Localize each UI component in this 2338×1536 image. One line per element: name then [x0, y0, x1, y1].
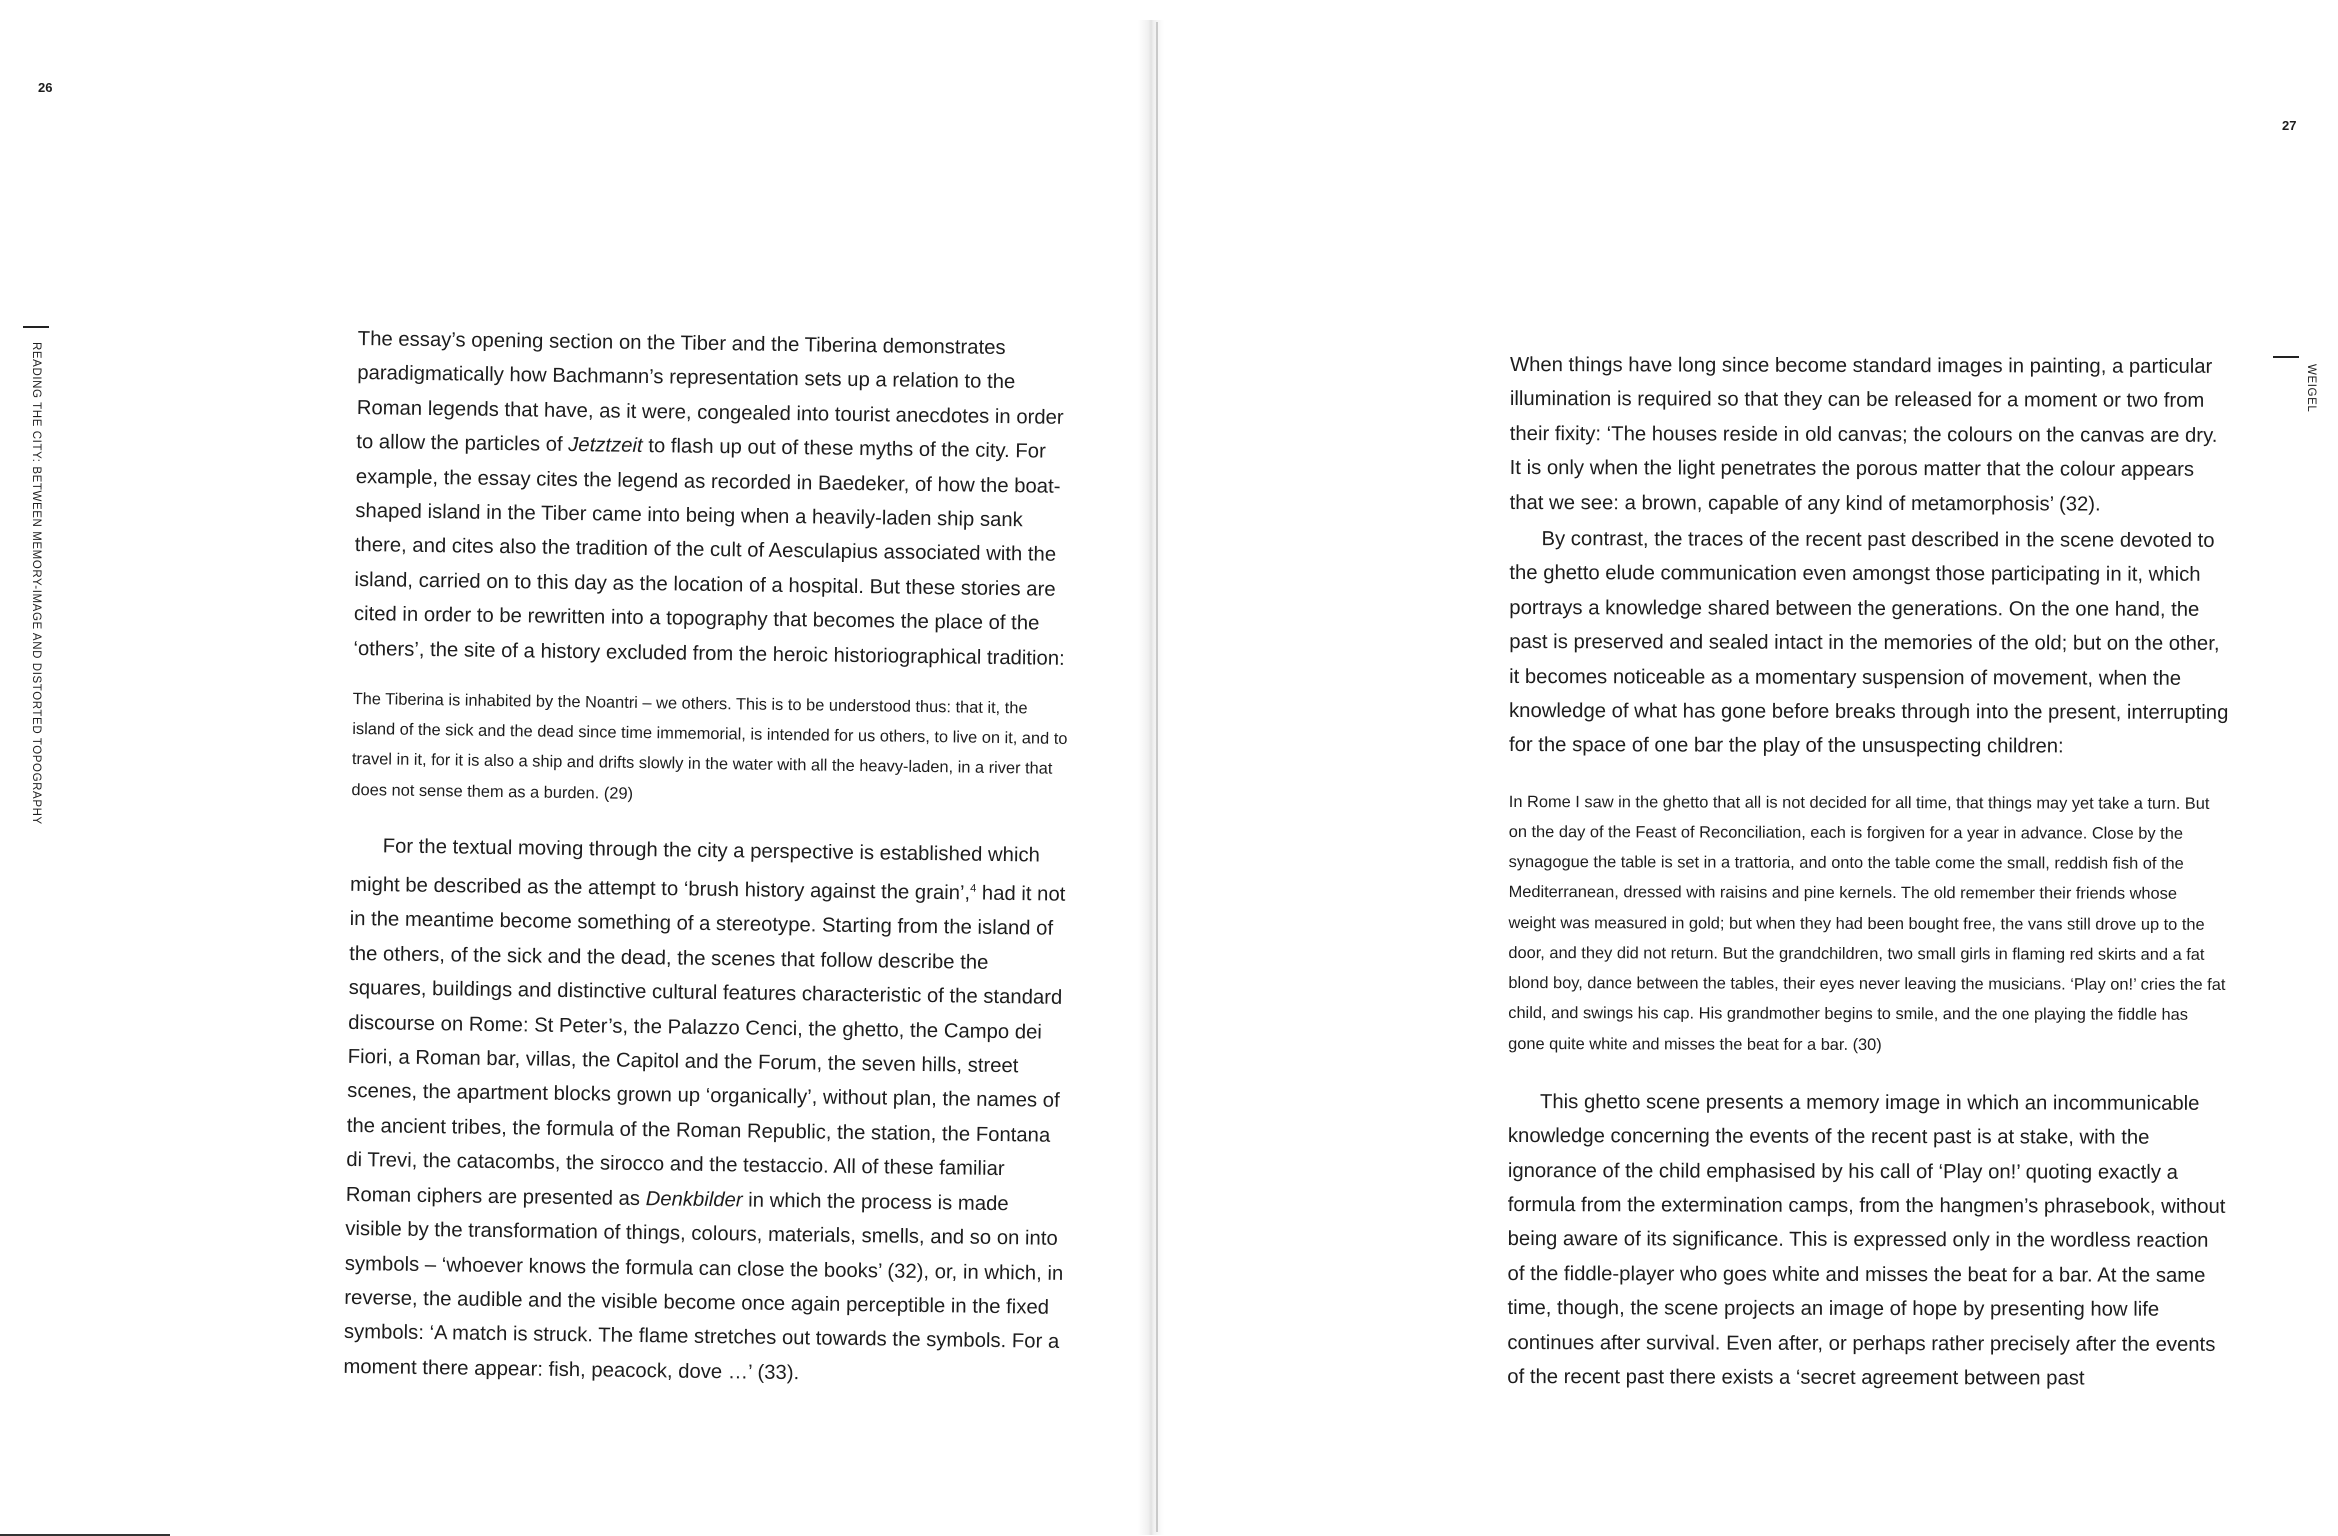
footnote-marker[interactable]: 4	[970, 882, 977, 895]
gutter-shadow-line	[1156, 22, 1158, 1532]
right-text-block	[1507, 348, 2230, 1396]
left-page	[0, 0, 1150, 1535]
block-quote: In Rome I saw in the ghetto that all is not decided for all time, that things may yet take a turn. But on the day of the Feast of Reconciliation, each is forgiven for a year in advance. Close by the synagogue the table is set in a trattoria, and onto the table come the small, reddish fish of the Mediterranean, dressed with raisins and pine kernels. The old remember their friends whose weight was measured in gold; but when they had been bought free, the vans still drove up to the door, and they did not return. But the grandchildren, two small girls in flaming red skirts and a fat blond boy, dance between the tables, their eyes never leaving the musicians. ‘Play on!’ cries the fat child, and swings his cap. His grandmother begins to smile, and the one playing the fiddle has gone quite white and misses the beat for a bar. (30)	[1508, 792, 2226, 1054]
page-number: 26	[38, 80, 53, 95]
paragraph-text: to flash up out of these myths of the city. For example, the essay cites the legend as recorded in Baedeker, of how the boat-shaped island in the Tiber came into being when a heavily-laden ship sank there, and cites also the tradition of the cult of Aesculapius associated with the island, carried on to this day as the location of a hospital. But these stories are cited in order to be rewritten into a topography that becomes the place of the ‘others’, the site of a history excluded from the heroic historiographical tradition:	[353, 435, 1065, 670]
body-paragraph: By contrast, the traces of the recent past described in the scene devoted to the ghetto elude communication even amongst those participating in it, which portrays a knowledge shared between the generations. On the one hand, the past is preserved and sealed intact in the memories of the old; but on the other, it becomes noticeable as a momentary suspension of movement, when the knowledge of what has gone before breaks through into the present, interrupting for the space of one bar the play of the unsuspecting children:	[1508, 528, 2229, 758]
left-text-block	[343, 322, 1078, 1394]
running-head: WEIGEL	[2305, 364, 2317, 413]
running-head-rule	[23, 326, 49, 328]
paragraph-text: in which the process is made visible by the transformation of things, colours, materials, smells, and so on into symbols – ‘whoever knows the formula can close the books’ (32), or, in which, in reverse, the audible and the visible become once again perceptible in the fixed symbols: ‘A match is struck. The flame stretches out towards the symbols. For a moment there appear: fish, peacock, dove …’ (33).	[343, 1189, 1064, 1384]
paragraph-text: The essay’s opening section on the Tiber and the Tiberina demonstrates paradigmatically how Bachmann’s representation sets up a relation to the Roman legends that have, as it were, congealed into tourist anecdotes in order to allow the particles of	[356, 327, 1064, 457]
paragraph-text: had it not in the meantime become something of a stereotype. Starting from the island of the others, of the sick and the dead, the scenes that follow describe the squares, buildings and distinctive cultural features characteristic of the standard discourse on Rome: St Peter’s, the Palazzo Cenci, the ghetto, the Campo dei Fiori, a Roman bar, villas, the Capitol and the Forum, the seven hills, street scenes, the apartment blocks grown up ‘organically’, without plan, the names of the ancient tribes, the formula of the Roman Republic, the station, the Fontana di Trevi, the catacombs, the sirocco and the testaccio. All of these familiar Roman ciphers are presented as	[345, 882, 1066, 1210]
running-head: READING THE CITY: BETWEEN MEMORY-IMAGE AND DISTORTED TOPOGRAPHY	[30, 342, 42, 825]
body-paragraph	[353, 322, 1078, 676]
body-paragraph: When things have long since become standard images in painting, a particular illumination is required so that they can be released for a moment or two from their fixity: ‘The houses reside in old canvas; the colours on the canvas are dry. It is only when the light penetrates the porous matter that the colour appears that we see: a brown, capable of any kind of metamorphosis’ (32).	[1509, 353, 2218, 516]
block-quote: The Tiberina is inhabited by the Noantri – we others. This is to be understood thus: that it, the island of the sick and the dead since time immemorial, is intended for us others, to live on it, and to travel in it, for it is also a ship and drifts slowly in the water with all the heavy-laden, in a river that does not sense them as a burden. (29)	[351, 690, 1068, 803]
emphasized-term: Jetztzeit	[568, 434, 643, 458]
page-number: 27	[2282, 118, 2297, 133]
body-paragraph	[343, 829, 1071, 1394]
paragraph-text: For the textual moving through the city a perspective is established which might be described as the attempt to ‘brush history against the grain’,	[349, 835, 1041, 905]
body-paragraph: This ghetto scene presents a memory image in which an incommunicable knowledge concerning the events of the recent past is at stake, with the ignorance of the child emphasised by his call of ‘Play on!’ quoting exactly a formula from the extermination camps, from the hangmen’s phrasebook, without being aware of its significance. This is expressed only in the wordless reaction of the fiddle-player who goes white and misses the beat for a bar. At the same time, though, the scene projects an image of hope by presenting how life continues after survival. Even after, or perhaps rather precisely after the events of the recent past there exists a ‘secret agreement between past	[1507, 1090, 2226, 1390]
running-head-rule	[2273, 356, 2299, 358]
right-page	[1170, 0, 2338, 1535]
emphasized-term: Denkbilder	[645, 1187, 743, 1212]
